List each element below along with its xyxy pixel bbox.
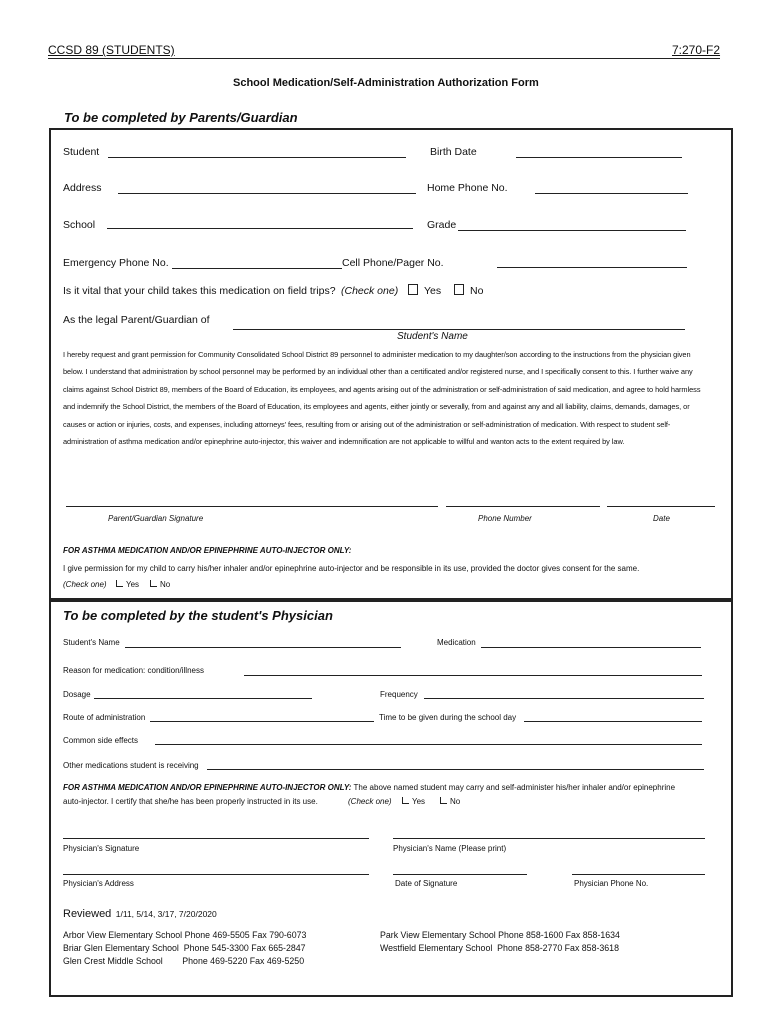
checkbox-icon[interactable] bbox=[408, 284, 418, 295]
other-meds-field[interactable] bbox=[207, 769, 704, 770]
phys-date-line[interactable] bbox=[393, 874, 527, 875]
physician-section-heading: To be completed by the student's Physician bbox=[63, 608, 333, 623]
phys-asthma-text-2: auto-injector. I certify that she/he has been properly instructed in its use. bbox=[63, 797, 318, 806]
school-label: School bbox=[63, 219, 96, 231]
phys-asthma-line-1 bbox=[63, 783, 675, 792]
reviewed-dates: 1/11, 5/14, 3/17, 7/20/2020 bbox=[115, 909, 217, 919]
date-label: Date bbox=[653, 514, 670, 523]
school-contact: Briar Glen Elementary School Phone 545-3300 Fax 665-2847 bbox=[63, 943, 306, 953]
asthma-no-option[interactable]: No bbox=[150, 580, 170, 589]
reviewed-word: Reviewed bbox=[63, 908, 112, 920]
checkbox-icon[interactable] bbox=[454, 284, 464, 295]
consent-paragraph: I hereby request and grant permission for Community Consolidated School District 89 personnel to administer medication to my daughter/son according to the instructions from the physician given below. I understand that administration by school personnel may be performed by an individual other than a certificated and/or registered nurse, and I specifically consent to this. I further waive any claims against School District 89, members of the Board of Education, its employees, and agents arising out of the administration or self-administration of said medication, and agree to hold harmless and indemnify the School District, the members of the Board of Education, its employees and agents, either jointly or severally, from and against any and all liability, claims, demands, damages, or causes or action or injuries, costs, and expenses, including attorneys' fees, resulting from or arising out of the administration or self-administration of medication. With respect to student self-administration of asthma medication and/or epinephrine auto-injector, this waiver and indemnification are not applicable to willful and wanton acts to the extent required by law. bbox=[63, 350, 701, 447]
checkbox-icon[interactable] bbox=[402, 797, 409, 804]
phys-date-signature-label: Date of Signature bbox=[395, 879, 458, 888]
phys-yes-option[interactable]: Yes bbox=[402, 797, 425, 806]
medication-field[interactable] bbox=[481, 647, 701, 648]
phys-no-option[interactable]: No bbox=[440, 797, 460, 806]
time-given-label: Time to be given during the school day bbox=[379, 713, 517, 722]
phys-signature-line[interactable] bbox=[63, 838, 369, 839]
asthma-check-one: (Check one) bbox=[63, 580, 107, 589]
schools-right bbox=[380, 929, 620, 955]
emergency-phone-field[interactable] bbox=[172, 268, 342, 269]
phys-signature-label: Physician's Signature bbox=[63, 844, 140, 853]
checkbox-icon[interactable] bbox=[150, 580, 157, 587]
asthma-heading: FOR ASTHMA MEDICATION AND/OR EPINEPHRINE AUTO-INJECTOR ONLY: bbox=[63, 546, 352, 555]
home-phone-label: Home Phone No. bbox=[427, 182, 508, 194]
cell-phone-field[interactable] bbox=[497, 267, 687, 268]
side-effects-field[interactable] bbox=[155, 744, 702, 745]
cell-phone-label: Cell Phone/Pager No. bbox=[342, 257, 444, 269]
field-trip-yes-option[interactable]: Yes bbox=[408, 284, 441, 297]
phys-address-line[interactable] bbox=[63, 874, 369, 875]
checkbox-icon[interactable] bbox=[440, 797, 447, 804]
header-rule bbox=[48, 58, 720, 59]
checkbox-icon[interactable] bbox=[116, 580, 123, 587]
phys-name-line[interactable] bbox=[393, 838, 705, 839]
address-label: Address bbox=[63, 182, 102, 194]
dosage-label: Dosage bbox=[63, 690, 91, 699]
frequency-label: Frequency bbox=[380, 690, 418, 699]
student-label: Student bbox=[63, 146, 100, 158]
side-effects-label: Common side effects bbox=[63, 736, 138, 745]
policy-code: CCSD 89 (STUDENTS) bbox=[48, 43, 175, 57]
school-field[interactable] bbox=[107, 228, 413, 229]
birth-date-field[interactable] bbox=[516, 157, 682, 158]
dosage-field[interactable] bbox=[94, 698, 312, 699]
reviewed-line bbox=[63, 904, 217, 922]
school-contact: Glen Crest Middle School Phone 469-5220 Fax 469-5250 bbox=[63, 956, 305, 966]
route-field[interactable] bbox=[150, 721, 374, 722]
parent-signature-line[interactable] bbox=[66, 506, 438, 507]
asthma-permission-text: I give permission for my child to carry his/her inhaler and/or epinephrine auto-injector and be responsible in its use, provided the doctor gives consent for the same. bbox=[63, 564, 640, 573]
check-one-note: (Check one) bbox=[341, 285, 399, 297]
address-field[interactable] bbox=[118, 193, 416, 194]
parent-date-line[interactable] bbox=[607, 506, 715, 507]
field-trip-no-option[interactable]: No bbox=[454, 284, 483, 297]
asthma-yes-option[interactable]: Yes bbox=[116, 580, 139, 589]
medication-label: Medication bbox=[437, 638, 476, 647]
students-name-caption: Student's Name bbox=[397, 331, 468, 342]
guardian-of-field[interactable] bbox=[233, 329, 685, 330]
time-given-field[interactable] bbox=[524, 721, 702, 722]
phys-check-one: (Check one) bbox=[348, 797, 392, 806]
schools-left bbox=[63, 929, 306, 968]
reason-field[interactable] bbox=[244, 675, 702, 676]
field-trip-question: Is it vital that your child takes this medication on field trips? bbox=[63, 285, 336, 297]
phys-asthma-text: The above named student may carry and self-administer his/her inhaler and/or epinephrine bbox=[353, 783, 676, 792]
home-phone-field[interactable] bbox=[535, 193, 688, 194]
emergency-phone-label: Emergency Phone No. bbox=[63, 257, 169, 269]
parent-section-heading: To be completed by Parents/Guardian bbox=[64, 110, 298, 125]
school-contact: Westfield Elementary School Phone 858-2770 Fax 858-3618 bbox=[380, 943, 619, 953]
policy-number: 7:270-F2 bbox=[672, 43, 721, 57]
phys-asthma-heading: FOR ASTHMA MEDICATION AND/OR EPINEPHRINE AUTO-INJECTOR ONLY: bbox=[63, 783, 352, 792]
parent-signature-label: Parent/Guardian Signature bbox=[108, 514, 204, 523]
student-field[interactable] bbox=[108, 157, 406, 158]
grade-label: Grade bbox=[427, 219, 457, 231]
grade-field[interactable] bbox=[458, 230, 686, 231]
phone-number-label: Phone Number bbox=[478, 514, 532, 523]
route-label: Route of administration bbox=[63, 713, 146, 722]
school-contact: Park View Elementary School Phone 858-1600 Fax 858-1634 bbox=[380, 930, 620, 940]
phys-address-label: Physician's Address bbox=[63, 879, 134, 888]
phys-student-name-label: Student's Name bbox=[63, 638, 120, 647]
other-meds-label: Other medications student is receiving bbox=[63, 761, 199, 770]
phys-phone-line[interactable] bbox=[572, 874, 705, 875]
phys-student-name-field[interactable] bbox=[125, 647, 401, 648]
phys-name-print-label: Physician's Name (Please print) bbox=[393, 844, 507, 853]
form-title: School Medication/Self-Administration Authorization Form bbox=[233, 77, 539, 89]
legal-guardian-label: As the legal Parent/Guardian of bbox=[63, 314, 210, 326]
birth-date-label: Birth Date bbox=[430, 146, 477, 158]
parent-phone-line[interactable] bbox=[446, 506, 600, 507]
frequency-field[interactable] bbox=[424, 698, 704, 699]
school-contact: Arbor View Elementary School Phone 469-5505 Fax 790-6073 bbox=[63, 930, 307, 940]
reason-label: Reason for medication: condition/illness bbox=[63, 666, 204, 675]
phys-phone-label: Physician Phone No. bbox=[574, 879, 649, 888]
